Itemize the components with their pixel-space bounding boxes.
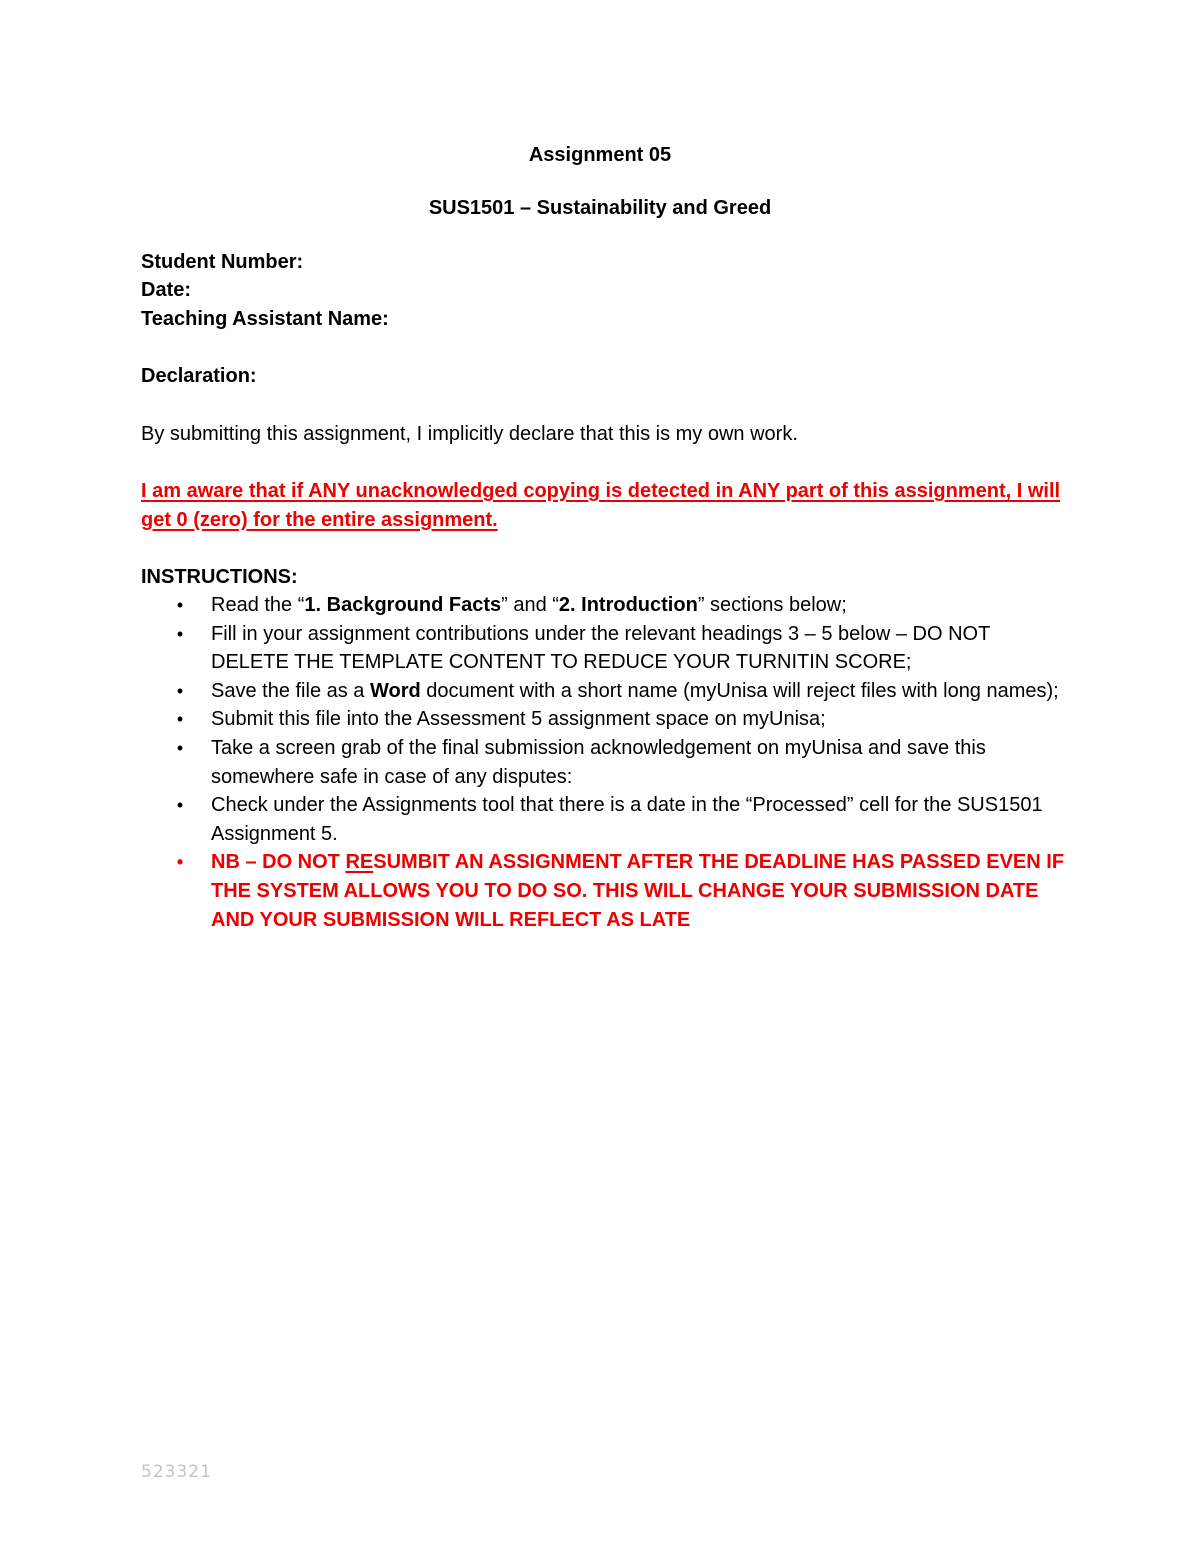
list-item: • Read the “1. Background Facts” and “2. Introduction” sections below; — [141, 591, 1071, 620]
instructions-heading: INSTRUCTIONS: — [141, 566, 298, 588]
bullet-icon: • — [176, 795, 184, 816]
declaration-heading: Declaration: — [141, 365, 257, 387]
list-item: • Fill in your assignment contributions under the relevant headings 3 – 5 below – DO NOT DELETE THE TEMPLATE CONTENT TO REDUCE YOUR TURNITIN SCORE; — [141, 620, 1071, 677]
bullet-icon: • — [176, 709, 184, 730]
bullet-icon: • — [176, 737, 184, 758]
list-item: • Save the file as a Word document with a short name (myUnisa will reject files with long names); — [141, 677, 1071, 706]
list-item: • Check under the Assignments tool that there is a date in the “Processed” cell for the SUS1501 Assignment 5. — [141, 791, 1071, 848]
bullet-icon: • — [176, 680, 184, 701]
instructions-list — [141, 591, 1071, 934]
plagiarism-warning: I am aware that if ANY unacknowledged copying is detected in ANY part of this assignment, I will get 0 (zero) for the entire assignment. — [141, 480, 1061, 531]
list-item: • Submit this file into the Assessment 5 assignment space on myUnisa; — [141, 705, 1071, 734]
document-id-watermark: 523321 — [141, 1462, 212, 1482]
student-number-label: Student Number: — [141, 251, 304, 273]
document-title: Assignment 05 — [528, 144, 672, 166]
list-item-notice: • NB – DO NOT RESUMBIT AN ASSIGNMENT AFTER THE DEADLINE HAS PASSED EVEN IF THE SYSTEM ALLOWS YOU TO DO SO. THIS WILL CHANGE YOUR SUBMISSION DATE AND YOUR SUBMISSION WILL REFLECT AS LATE — [141, 848, 1071, 934]
list-item: • Take a screen grab of the final submission acknowledgement on myUnisa and save this somewhere safe in case of any disputes: — [141, 734, 1071, 791]
document-subtitle: SUS1501 – Sustainability and Greed — [428, 197, 772, 219]
date-label: Date: — [141, 279, 192, 301]
teaching-assistant-label: Teaching Assistant Name: — [141, 308, 389, 330]
bullet-icon: • — [176, 595, 184, 615]
bullet-icon: • — [176, 623, 184, 644]
declaration-text: By submitting this assignment, I implicitly declare that this is my own work. — [141, 423, 798, 445]
bullet-icon: • — [176, 852, 184, 873]
